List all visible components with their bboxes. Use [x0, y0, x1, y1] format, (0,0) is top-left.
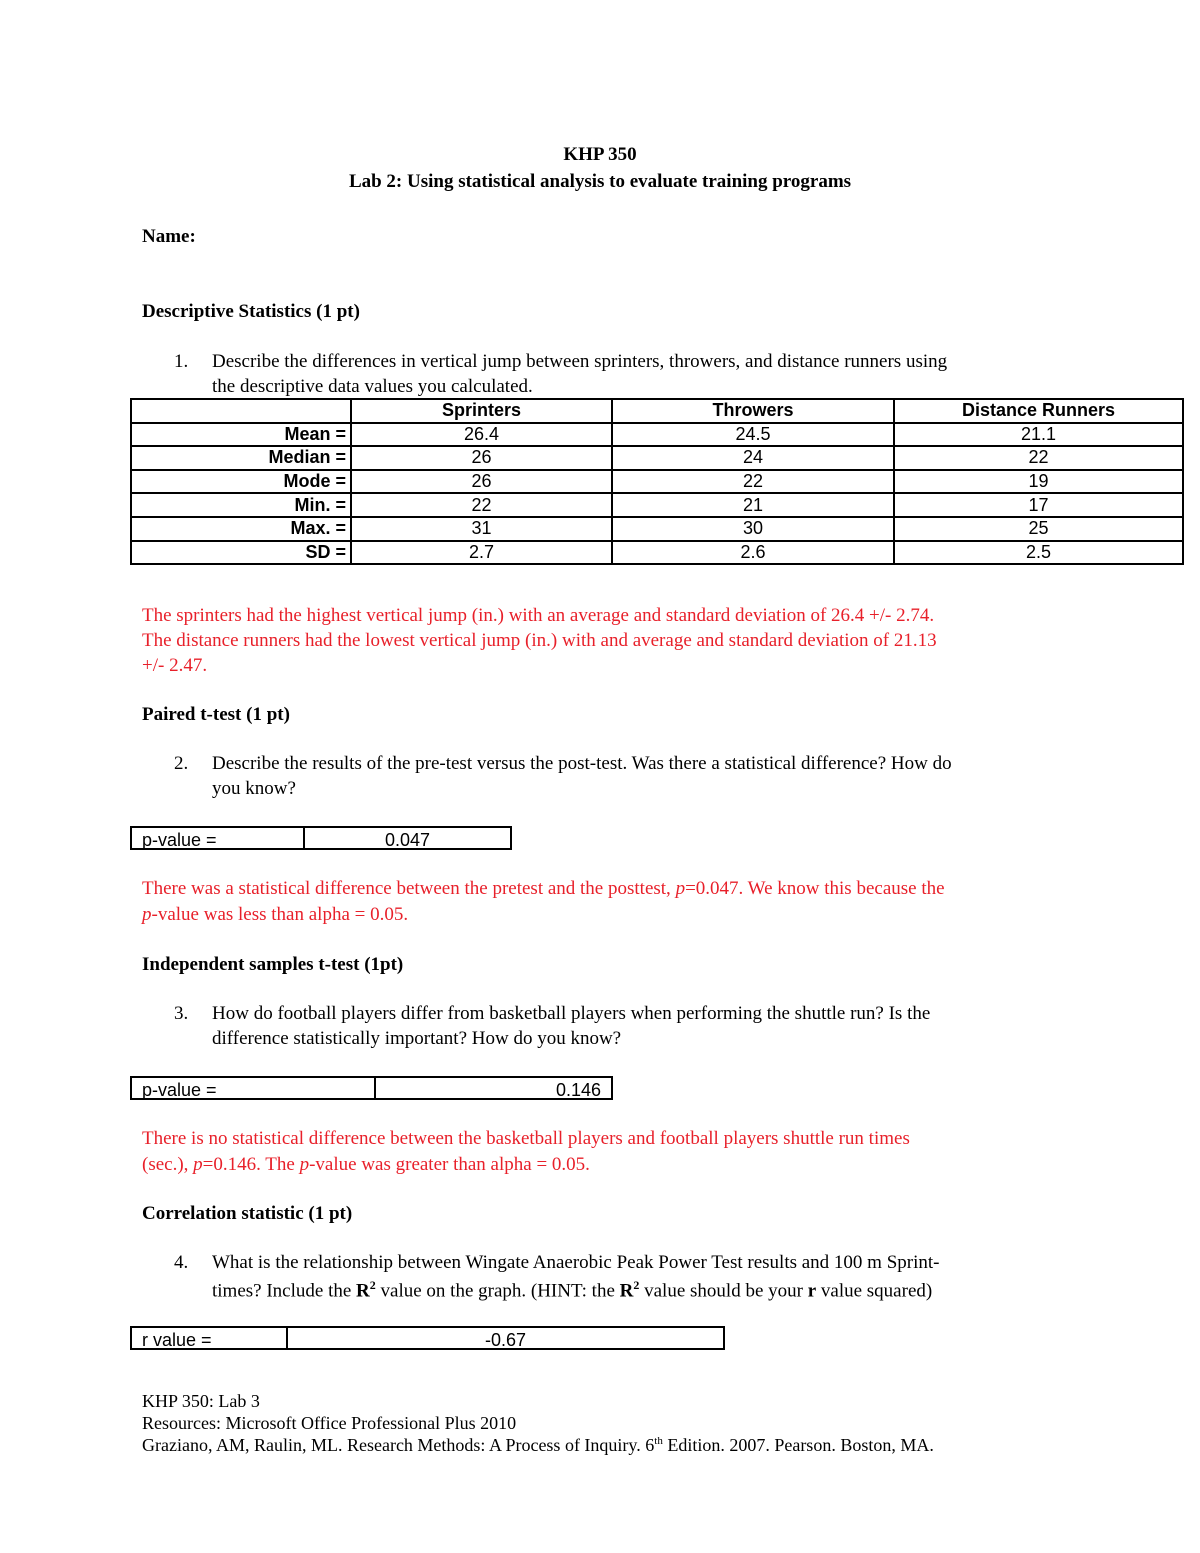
table-cell: 17 [894, 493, 1183, 517]
row-label: Median = [131, 446, 351, 470]
r-value-label: r value = [132, 1328, 288, 1348]
section-heading-independent-t-test: Independent samples t-test (1pt) [142, 954, 404, 975]
section-heading-correlation: Correlation statistic (1 pt) [142, 1203, 353, 1224]
table-header-cell: Distance Runners [894, 399, 1183, 423]
table-cell: 2.6 [612, 541, 894, 565]
table-cell: 30 [612, 517, 894, 541]
table-cell: 26.4 [351, 423, 612, 447]
table-header-cell [131, 399, 351, 423]
lab-title: Lab 2: Using statistical analysis to evaluate training programs [348, 171, 852, 192]
descriptive-stats-table [130, 398, 1184, 565]
row-label: SD = [131, 541, 351, 565]
course-title: KHP 350 [563, 144, 637, 165]
answer-text: p-value was less than alpha = 0.05. [142, 904, 409, 925]
question-text: difference statistically important? How do you know? [212, 1028, 622, 1049]
table-cell: 22 [351, 493, 612, 517]
r-value-box [130, 1326, 725, 1350]
row-label: Max. = [131, 517, 351, 541]
table-cell: 21.1 [894, 423, 1183, 447]
question-number: 3. [174, 1003, 189, 1024]
answer-text: The sprinters had the highest vertical jump (in.) with an average and standard deviation of 26.4 +/- 2.74. [142, 605, 935, 626]
p-value-box [130, 1076, 613, 1100]
answer-text: (sec.), p=0.146. The p-value was greater than alpha = 0.05. [142, 1154, 590, 1175]
question-number: 1. [174, 351, 189, 372]
table-row [131, 446, 1183, 470]
question-text: How do football players differ from basketball players when performing the shuttle run? Is the [212, 1003, 931, 1024]
question-text: you know? [212, 778, 296, 799]
question-text: times? Include the $R^2$ value on the graph. (HINT: the $R^2$ value should be your r value squared) [212, 1278, 933, 1302]
question-text: the descriptive data values you calculated. [212, 376, 533, 397]
table-cell: 26 [351, 446, 612, 470]
p-value-value: 0.146 [555, 1080, 601, 1100]
question-text: What is the relationship between Wingate Anaerobic Peak Power Test results and 100 m Sprint- [212, 1252, 940, 1273]
r-value-value: -0.67 [484, 1330, 527, 1350]
p-value-value: 0.047 [384, 830, 431, 850]
table-cell: 2.5 [894, 541, 1183, 565]
answer-text: The distance runners had the lowest vertical jump (in.) with and average and standard deviation of 21.13 [142, 630, 937, 651]
name-label: Name: [142, 226, 196, 247]
footer-resources: Resources: Microsoft Office Professional Plus 2010 [142, 1413, 517, 1433]
table-row [131, 541, 1183, 565]
p-value-label: p-value = [132, 1078, 376, 1098]
table-header-cell: Throwers [612, 399, 894, 423]
footer-course: KHP 350: Lab 3 [142, 1391, 260, 1411]
table-cell: 24.5 [612, 423, 894, 447]
question-number: 2. [174, 753, 189, 774]
table-cell: 25 [894, 517, 1183, 541]
question-number: 4. [174, 1252, 189, 1273]
table-cell: 31 [351, 517, 612, 541]
table-cell: 26 [351, 470, 612, 494]
table-row [131, 470, 1183, 494]
table-header-cell: Sprinters [351, 399, 612, 423]
table-row [131, 423, 1183, 447]
p-value-label: p-value = [132, 828, 305, 848]
table-cell: 24 [612, 446, 894, 470]
table-cell: 21 [612, 493, 894, 517]
answer-text: There was a statistical difference between the pretest and the posttest, p=0.047. We know this because the [142, 878, 945, 899]
table-cell: 22 [612, 470, 894, 494]
row-label: Mean = [131, 423, 351, 447]
table-cell: 2.7 [351, 541, 612, 565]
table-cell: 22 [894, 446, 1183, 470]
question-text: Describe the results of the pre-test versus the post-test. Was there a statistical difference? How do [212, 753, 952, 774]
table-header-row [131, 399, 1183, 423]
section-heading-descriptive: Descriptive Statistics (1 pt) [142, 301, 360, 322]
question-text: Describe the differences in vertical jump between sprinters, throwers, and distance runners using [212, 351, 948, 372]
answer-text: There is no statistical difference between the basketball players and football players shuttle run times [142, 1128, 910, 1149]
row-label: Mode = [131, 470, 351, 494]
answer-text: +/- 2.47. [142, 655, 208, 676]
table-row [131, 493, 1183, 517]
row-label: Min. = [131, 493, 351, 517]
footer-reference: Graziano, AM, Raulin, ML. Research Methods: A Process of Inquiry. 6th Edition. 2007. Pearson. Boston, MA. [142, 1435, 934, 1455]
section-heading-paired-t-test: Paired t-test (1 pt) [142, 704, 290, 725]
table-cell: 19 [894, 470, 1183, 494]
p-value-box [130, 826, 512, 850]
table-row [131, 517, 1183, 541]
